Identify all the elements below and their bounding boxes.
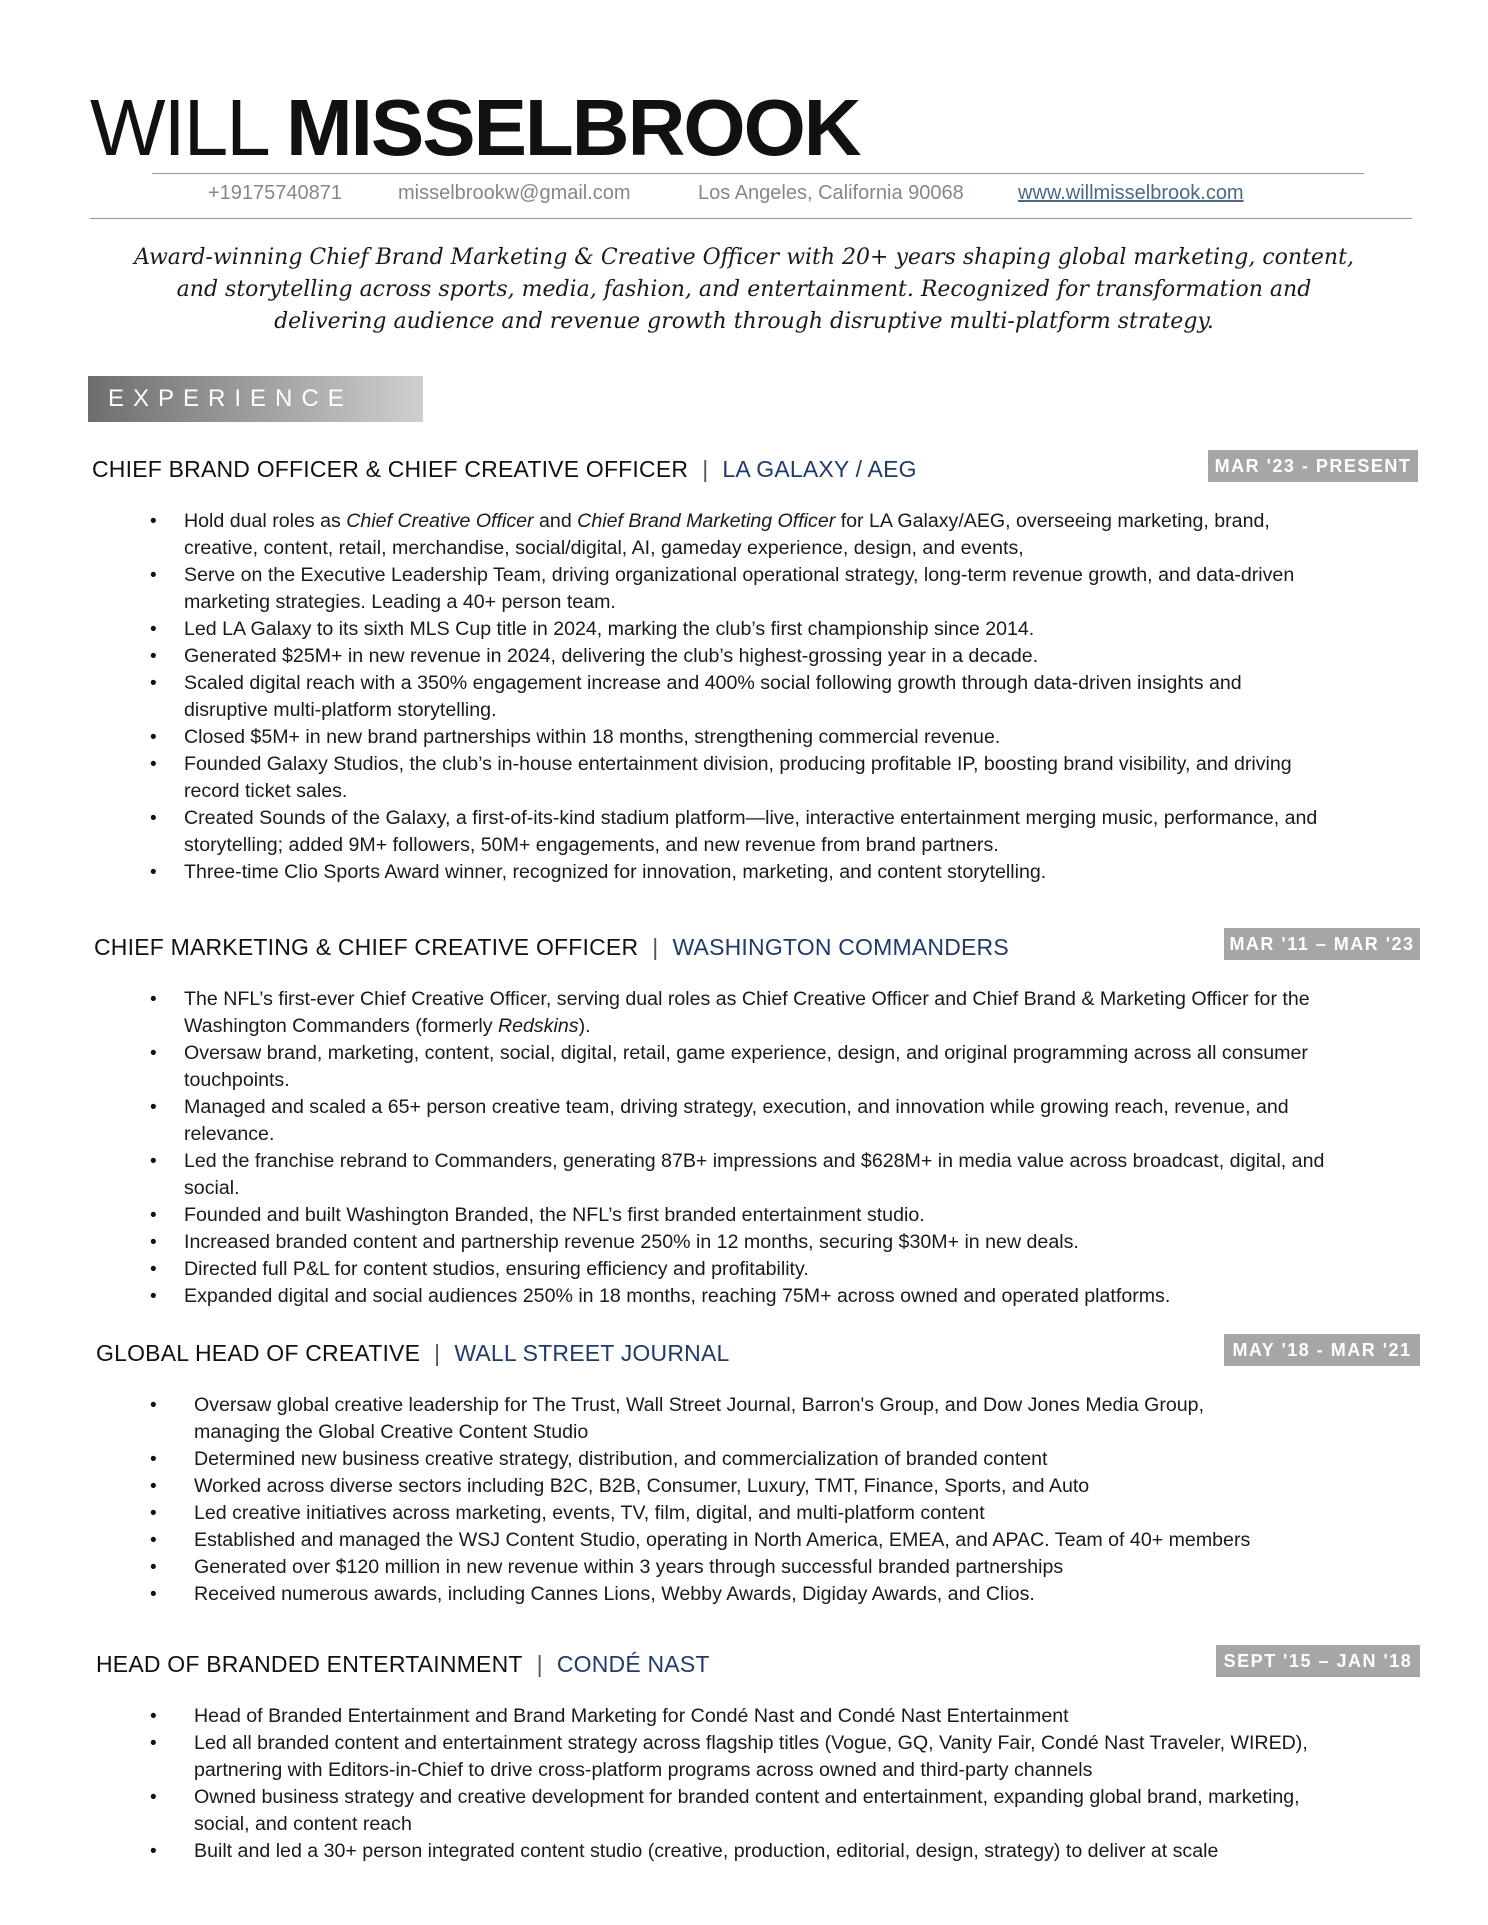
list-item: • Expanded digital and social audiences 250% in 18 months, reaching 75M+ across owned and operated platforms. [150,1283,1340,1310]
list-item: • Founded Galaxy Studios, the club’s in-house entertainment division, producing profitable IP, boosting brand visibility, and driving record ticket sales. [150,751,1330,805]
job-title: CHIEF BRAND OFFICER & CHIEF CREATIVE OFFICER [92,456,689,482]
list-item: • Scaled digital reach with a 350% engagement increase and 400% social following growth through data-driven insights and disruptive multi-platform storytelling. [150,670,1330,724]
employer: CONDÉ NAST [556,1651,710,1677]
list-item: • Generated $25M+ in new revenue in 2024, delivering the club’s highest-grossing year in a decade. [150,643,1330,670]
list-item: • Oversaw global creative leadership for The Trust, Wall Street Journal, Barron's Group, and Dow Jones Media Group, managing the Global Creative Content Studio [150,1392,1234,1446]
list-item: • Worked across diverse sectors including B2C, B2B, Consumer, Luxury, TMT, Finance, Sports, and Auto [150,1473,1370,1500]
job-bullets [150,1392,1370,1608]
date-badge: SEPT '15 – JAN '18 [1216,1645,1420,1677]
date-badge: MAY '18 - MAR '21 [1224,1334,1420,1366]
header-divider-top [152,173,1364,174]
list-item: • Built and led a 30+ person integrated content studio (creative, production, editorial, design, strategy) to deliver at scale [150,1838,1350,1865]
list-item: • Led the franchise rebrand to Commanders, generating 87B+ impressions and $628M+ in media value across broadcast, digital, and social. [150,1148,1340,1202]
employer: WALL STREET JOURNAL [454,1340,730,1366]
job-bullets [150,508,1330,886]
list-item: • Generated over $120 million in new revenue within 3 years through successful branded partnerships [150,1554,1370,1581]
job-bullets [150,1703,1350,1865]
list-item: • The NFL’s first-ever Chief Creative Officer, serving dual roles as Chief Creative Officer and Chief Brand & Marketing Officer for the Washington Commanders (formerly Redskins). [150,986,1340,1040]
title-separator: | [702,456,709,482]
list-item: • Led LA Galaxy to its sixth MLS Cup title in 2024, marking the club’s first championship since 2014. [150,616,1330,643]
email-address: misselbrookw@gmail.com [398,182,631,204]
list-item: • Hold dual roles as Chief Creative Officer and Chief Brand Marketing Officer for LA Galaxy/AEG, overseeing marketing, brand, creative, content, retail, merchandise, social/digital, AI, gameday experience, design, and events, [150,508,1330,562]
list-item: • Owned business strategy and creative development for branded content and entertainment, expanding global brand, marketing, social, and content reach [150,1784,1350,1838]
job-heading [96,1651,710,1678]
website-link[interactable]: www.willmisselbrook.com [1018,182,1244,204]
list-item: • Received numerous awards, including Cannes Lions, Webby Awards, Digiday Awards, and Clios. [150,1581,1370,1608]
date-badge: MAR '11 – MAR '23 [1224,928,1420,960]
header-divider-bottom [90,218,1412,219]
job-heading [96,1340,730,1367]
job-title: HEAD OF BRANDED ENTERTAINMENT [96,1651,523,1677]
job-heading [94,934,1009,961]
candidate-name [90,83,860,172]
list-item: • Oversaw brand, marketing, content, social, digital, retail, game experience, design, and original programming across all consumer touchpoints. [150,1040,1340,1094]
experience-section-header [88,376,423,422]
professional-summary: Award-winning Chief Brand Marketing & Creative Officer with 20+ years shaping global marketing, content, and storytelling across sports, media, fashion, and entertainment. Recognized for transformation and delivering audience and revenue growth through disruptive multi-platform strategy. [134,245,1354,334]
job-title: GLOBAL HEAD OF CREATIVE [96,1340,421,1366]
first-name: WILL [90,83,266,172]
list-item: • Founded and built Washington Branded, the NFL’s first branded entertainment studio. [150,1202,1340,1229]
list-item: • Established and managed the WSJ Content Studio, operating in North America, EMEA, and APAC. Team of 40+ members [150,1527,1370,1554]
date-badge: MAR '23 - PRESENT [1208,450,1418,482]
phone-number: +19175740871 [208,182,343,204]
location: Los Angeles, California 90068 [698,182,964,204]
employer: WASHINGTON COMMANDERS [672,934,1009,960]
employer: LA GALAXY / AEG [722,456,917,482]
list-item: • Created Sounds of the Galaxy, a first-of-its-kind stadium platform—live, interactive entertainment merging music, performance, and storytelling; added 9M+ followers, 50M+ engagements, and new revenue from brand partners. [150,805,1330,859]
section-title: EXPERIENCE [108,385,353,412]
list-item: • Determined new business creative strategy, distribution, and commercialization of branded content [150,1446,1370,1473]
list-item: • Closed $5M+ in new brand partnerships within 18 months, strengthening commercial revenue. [150,724,1330,751]
title-separator: | [536,1651,543,1677]
title-separator: | [652,934,659,960]
job-heading [92,456,917,483]
job-bullets [150,986,1340,1310]
list-item: • Three-time Clio Sports Award winner, recognized for innovation, marketing, and content storytelling. [150,859,1330,886]
list-item: • Led all branded content and entertainment strategy across flagship titles (Vogue, GQ, Vanity Fair, Condé Nast Traveler, WIRED), partnering with Editors-in-Chief to drive cross-platform programs across owned and third-party channels [150,1730,1350,1784]
list-item: • Managed and scaled a 65+ person creative team, driving strategy, execution, and innovation while growing reach, revenue, and relevance. [150,1094,1340,1148]
last-name: MISSELBROOK [285,83,860,172]
list-item: • Increased branded content and partnership revenue 250% in 12 months, securing $30M+ in new deals. [150,1229,1340,1256]
list-item: • Led creative initiatives across marketing, events, TV, film, digital, and multi-platform content [150,1500,1370,1527]
list-item: • Head of Branded Entertainment and Brand Marketing for Condé Nast and Condé Nast Entertainment [150,1703,1350,1730]
list-item: • Directed full P&L for content studios, ensuring efficiency and profitability. [150,1256,1340,1283]
job-title: CHIEF MARKETING & CHIEF CREATIVE OFFICER [94,934,639,960]
title-separator: | [434,1340,441,1366]
list-item: • Serve on the Executive Leadership Team, driving organizational operational strategy, long-term revenue growth, and data-driven marketing strategies. Leading a 40+ person team. [150,562,1330,616]
